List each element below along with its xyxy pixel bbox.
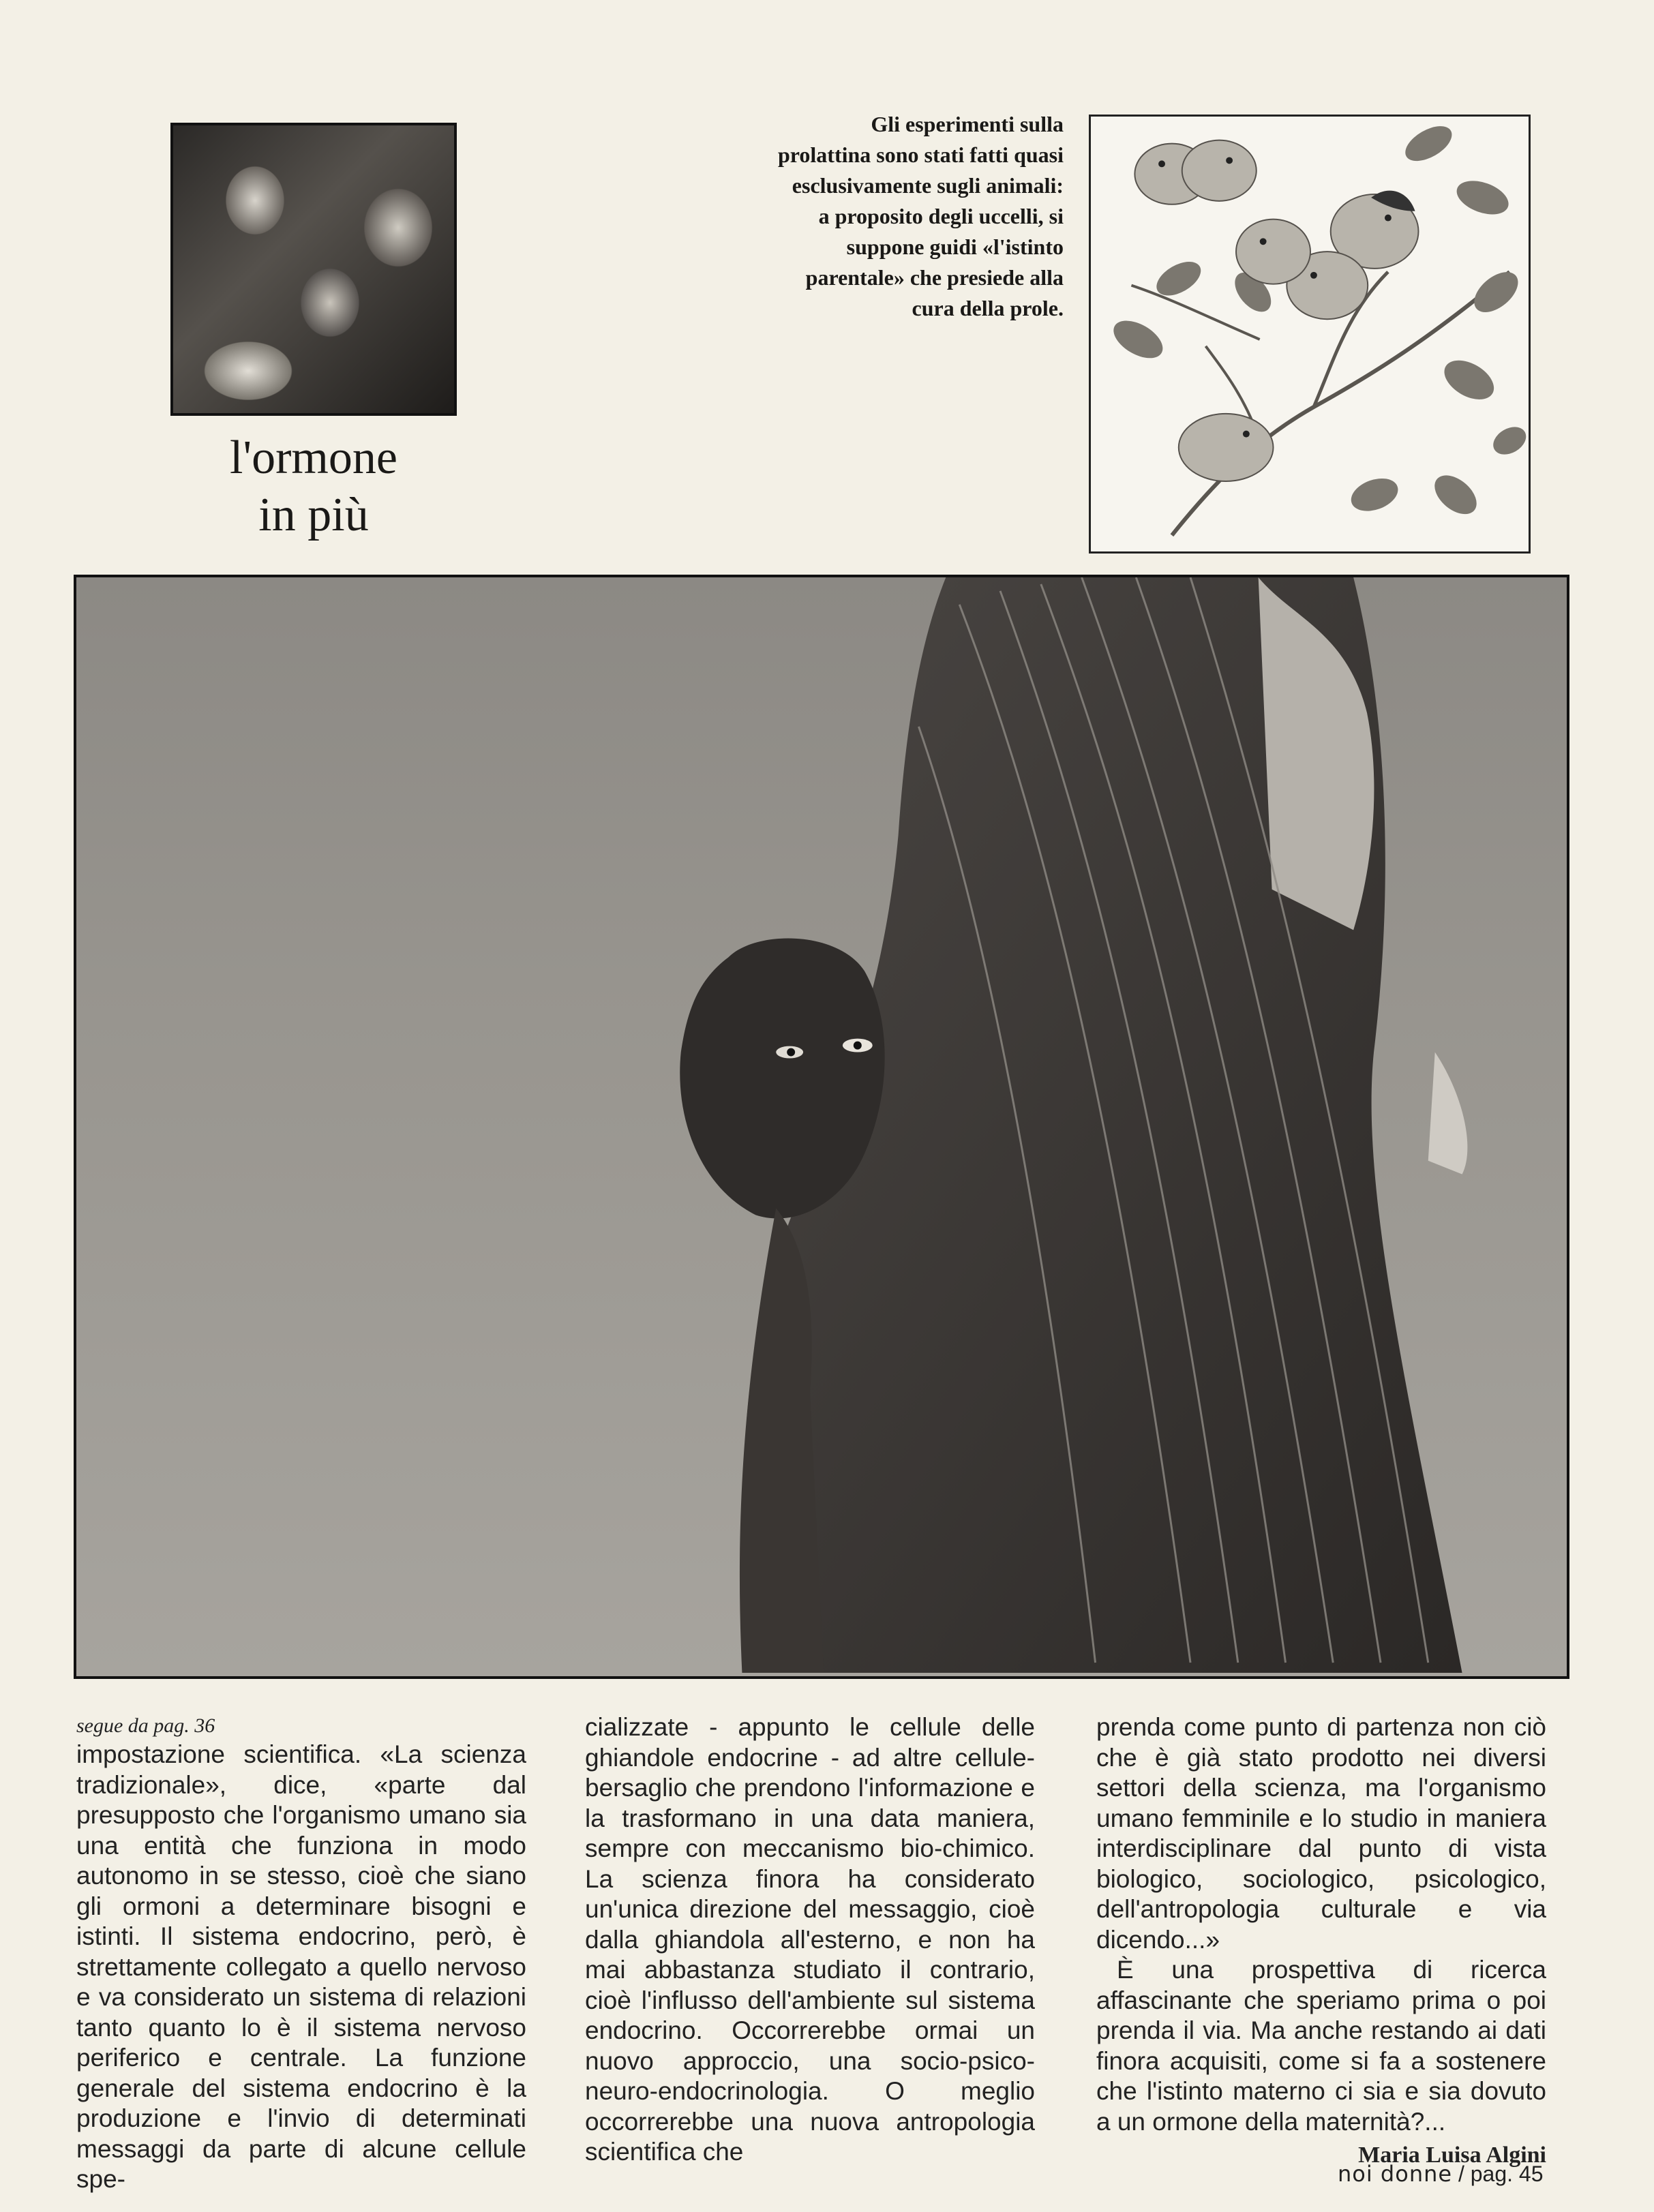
article-title <box>164 429 464 544</box>
continued-from-note: segue da pag. 36 <box>76 1714 215 1737</box>
article-column-3 <box>1096 1712 1546 2171</box>
author-byline: Maria Luisa Algini <box>1358 2142 1546 2168</box>
footer-separator: / <box>1458 2162 1464 2186</box>
column-2-text: cializzate - appunto le cellule delle ghiandole endocrine - ad altre cellule-bersaglio che prendono l'informazione e la trasformano in una data maniera, sempre con meccanismo bio-chimico. La scienza finora ha considerato un'unica direzione del messaggio, cioè dalla ghiandola all'esterno, e non ha mai abbastanza studiato il contrario, cioè l'influsso dell'ambiente sul sistema endocrino. Occorrerebbe ormai un nuovo approccio, una socio-psico-neuro-endocrinologia. O meglio occorrerebbe una nuova antropologia scientifica che <box>585 1713 1035 2166</box>
magazine-brand: noi donne <box>1338 2161 1453 2187</box>
birds-illustration-drawing <box>1091 117 1529 551</box>
column-3-paragraph-1: prenda come punto di partenza non ciò che è già stato prodotto nei diversi settori della scienza, ma l'organismo umano femminile e lo studio in maniera interdisciplinare dal punto di vista biologico, sociologico, psicologico, dell'antropologia culturale e via dicendo...» <box>1096 1713 1546 1954</box>
page-number: pag. 45 <box>1470 2162 1544 2186</box>
mother-and-child-scene <box>76 577 1567 1676</box>
photo-mother-and-child <box>74 575 1569 1679</box>
photo-caption: Gli esperimenti sulla prolattina sono stati fatti quasi esclusivamente sugli animali: a proposito degli uccelli, si suppone guidi «l'istinto parentale» che presiede alla cura della prole. <box>777 112 1064 320</box>
title-line-2: in più <box>258 489 369 541</box>
article-column-1 <box>76 1712 526 2195</box>
birds-on-branch-illustration <box>1089 115 1531 554</box>
page-footer <box>1338 2161 1544 2187</box>
article-column-2 <box>585 1712 1035 2168</box>
title-line-1: l'ormone <box>230 431 397 484</box>
photo-children-crowd <box>170 123 457 416</box>
column-3-paragraph-2: È una prospettiva di ricerca affascinante che speriamo prima o poi prenda il via. Ma anche restando ai dati finora acquisiti, come si fa a sostenere che l'istinto materno ci sia e sia dovuto a un ormone della maternità?... <box>1096 1956 1546 2136</box>
column-1-text: impostazione scientifica. «La scienza tradizionale», dice, «parte dal presupposto che l'organismo umano sia una entità che funziona in modo autonomo in se stesso, cioè che siano gli ormoni a determinare bisogni e istinti. Il sistema endocrino, però, è strettamente collegato a quello nervoso e va considerato un sistema di relazioni tanto quanto lo è il sistema nervoso periferico e centrale. La funzione generale del sistema endocrino è la produzione e l'invio di determinati messaggi da parte di alcune cellule spe- <box>76 1740 526 2193</box>
